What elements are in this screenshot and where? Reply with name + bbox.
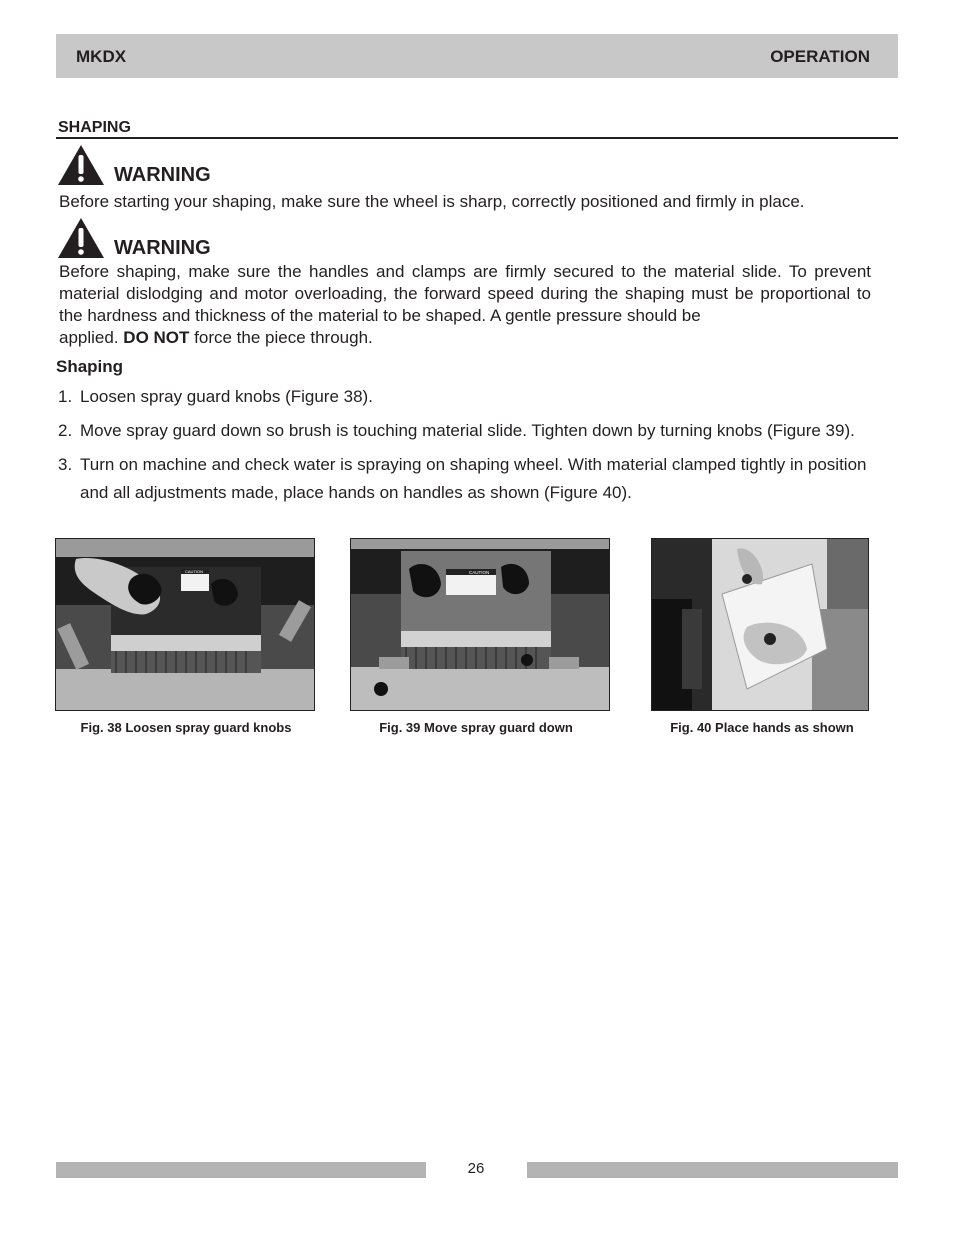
procedure-steps xyxy=(58,383,888,513)
footer-bar-left xyxy=(56,1162,426,1178)
step-number: 3. xyxy=(58,455,73,474)
warning-text-end xyxy=(59,327,871,349)
procedure-step xyxy=(58,383,888,411)
step-number: 2. xyxy=(58,421,73,440)
warning-text-end-post: force the piece through. xyxy=(194,328,373,347)
footer-bar-right xyxy=(527,1162,898,1178)
warning-triangle-icon xyxy=(57,144,105,186)
step-number: 1. xyxy=(58,387,73,406)
figure-38-photo xyxy=(55,538,315,711)
section-title: SHAPING xyxy=(58,119,131,136)
warning-title: WARNING xyxy=(114,237,211,259)
page-header xyxy=(56,34,898,78)
figure-40-caption: Fig. 40 Place hands as shown xyxy=(670,720,854,735)
warning-text-end-pre: applied. xyxy=(59,328,119,347)
header-section: OPERATION xyxy=(770,47,870,66)
warning-text: Before starting your shaping, make sure the wheel is sharp, correctly positioned and firmly in place. xyxy=(59,192,805,211)
warning-title: WARNING xyxy=(114,164,211,186)
step-text: Turn on machine and check water is spraying on shaping wheel. With material clamped tightly in position and all adjustments made, place hands on handles as shown (Figure 40). xyxy=(80,455,867,502)
figure-39-photo xyxy=(350,538,610,711)
caution-label: CAUTION xyxy=(469,570,490,575)
procedure-step xyxy=(58,417,888,445)
caution-label: CAUTION xyxy=(185,569,203,574)
warning-emphasis: DO NOT xyxy=(123,328,190,347)
warning-text-main: Before shaping, make sure the handles and clamps are firmly secured to the material slide. To prevent material dislodging and motor overloading, the forward speed during the shaping must be proportional to the hardness and thickness of the material to be shaped. A gentle pressure should be xyxy=(59,262,871,325)
header-model: MKDX xyxy=(76,47,127,66)
figure-38-caption: Fig. 38 Loosen spray guard knobs xyxy=(80,720,292,735)
step-text: Loosen spray guard knobs (Figure 38). xyxy=(80,387,373,406)
warning-triangle-icon xyxy=(57,217,105,259)
page-number: 26 xyxy=(467,1160,485,1177)
figure-39-caption: Fig. 39 Move spray guard down xyxy=(379,720,573,735)
procedure-title: Shaping xyxy=(56,357,124,376)
warning-text xyxy=(59,261,871,349)
step-text: Move spray guard down so brush is touching material slide. Tighten down by turning knobs (Figure 39). xyxy=(80,421,855,440)
figure-40-photo xyxy=(651,538,869,711)
procedure-step xyxy=(58,451,888,507)
section-divider xyxy=(56,137,898,139)
